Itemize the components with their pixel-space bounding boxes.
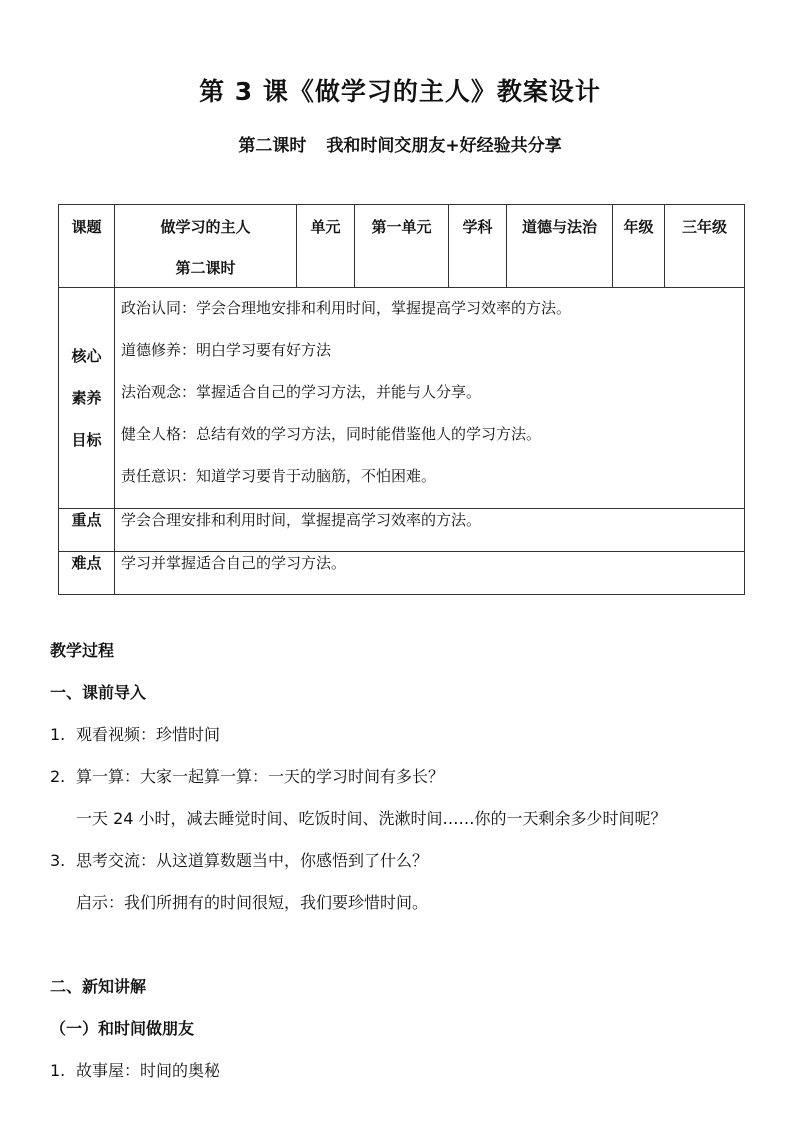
key-point-value: 学会合理安排和利用时间，掌握提高学习效率的方法。 bbox=[115, 509, 745, 552]
subject-label-cell: 学科 bbox=[449, 205, 507, 288]
list-item: 1. 观看视频：珍惜时间 bbox=[50, 725, 221, 744]
core-goal-item: 法治观念：掌握适合自己的学习方法，并能与人分享。 bbox=[121, 383, 482, 401]
document-title: 第 3 课《做学习的主人》教案设计 bbox=[199, 77, 601, 106]
key-point-label: 重点 bbox=[59, 509, 115, 552]
list-item-detail: 一天 24 小时，减去睡觉时间、吃饭时间、洗漱时间……你的一天剩余多少时间呢？ bbox=[76, 809, 667, 828]
core-goals-label: 核心 素养 目标 bbox=[59, 288, 115, 509]
list-item: 1. 故事屋：时间的奥秘 bbox=[50, 1061, 221, 1080]
difficulty-value: 学习并掌握适合自己的学习方法。 bbox=[115, 552, 745, 595]
part2-heading: 二、新知讲解 bbox=[50, 977, 147, 996]
unit-label-cell: 单元 bbox=[297, 205, 355, 288]
lesson-info-table bbox=[58, 204, 745, 595]
difficulty-row bbox=[59, 552, 745, 595]
grade-value-cell: 三年级 bbox=[665, 205, 745, 288]
subject-value-cell: 道德与法治 bbox=[507, 205, 613, 288]
core-goals-row bbox=[59, 288, 745, 509]
subtitle-lesson-topic: 我和时间交朋友+好经验共分享 bbox=[326, 136, 562, 156]
core-goal-item: 道德修养：明白学习要有好方法 bbox=[121, 341, 332, 359]
list-item: 2. 算一算：大家一起算一算：一天的学习时间有多长？ bbox=[50, 767, 445, 786]
list-item: 3. 思考交流：从这道算数题当中，你感悟到了什么？ bbox=[50, 851, 429, 870]
key-point-row bbox=[59, 509, 745, 552]
core-goal-item: 责任意识：知道学习要肯于动脑筋，不怕困难。 bbox=[121, 467, 437, 485]
list-item-detail: 启示：我们所拥有的时间很短，我们要珍惜时间。 bbox=[76, 893, 429, 912]
process-heading: 教学过程 bbox=[50, 641, 115, 660]
core-goal-item: 健全人格：总结有效的学习方法，同时能借鉴他人的学习方法。 bbox=[121, 425, 542, 443]
difficulty-label: 难点 bbox=[59, 552, 115, 595]
lesson-value-line1: 做学习的主人 bbox=[160, 218, 251, 236]
subtitle-lesson-period: 第二课时 bbox=[238, 136, 307, 156]
core-goal-item: 政治认同：学会合理地安排和利用时间，掌握提高学习效率的方法。 bbox=[121, 299, 572, 317]
lesson-value-line2: 第二课时 bbox=[175, 259, 236, 277]
table-header-row bbox=[59, 205, 745, 288]
lesson-label-cell: 课题 bbox=[59, 205, 115, 288]
lesson-value-cell bbox=[115, 205, 297, 288]
part2-sub-heading: （一）和时间做朋友 bbox=[50, 1019, 195, 1038]
grade-label-cell: 年级 bbox=[613, 205, 665, 288]
unit-value-cell: 第一单元 bbox=[355, 205, 449, 288]
core-goals-list bbox=[115, 288, 745, 509]
document-subtitle bbox=[0, 131, 800, 156]
part1-heading: 一、课前导入 bbox=[50, 683, 147, 702]
